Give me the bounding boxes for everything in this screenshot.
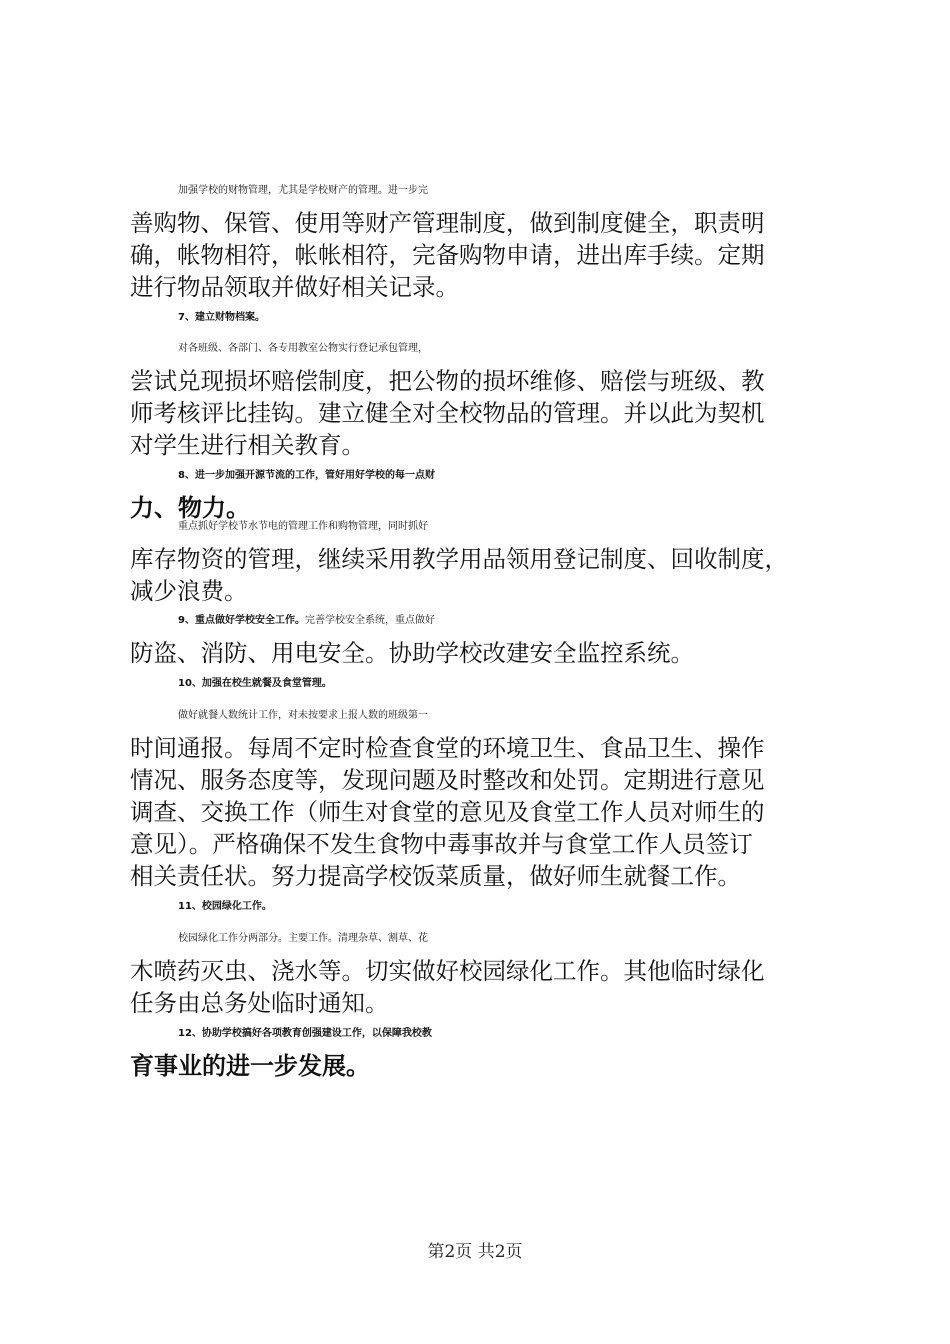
paragraph-line: 做好就餐人数统计工作，对未按要求上报人数的班级第一 [178, 710, 428, 721]
paragraph-line: 情况、服务态度等，发现问题及时整改和处罚。定期进行意见 [130, 766, 765, 794]
paragraph-line: 重点抓好学校节水节电的管理工作和购物管理，同时抓好 [178, 521, 428, 532]
section-heading: 力、物力。 [130, 494, 250, 522]
page-footer: 第2页 共2页 [427, 1242, 523, 1262]
paragraph-line: 尝试兑现损坏赔偿制度，把公物的损坏维修、赔偿与班级、教 [130, 367, 765, 395]
paragraph-line: 减少浪费。 [130, 577, 248, 605]
paragraph-line: 意见）。严格确保不发生食物中毒事故并与食堂工作人员签订 [130, 830, 753, 858]
paragraph-line: 对学生进行相关教育。 [130, 431, 365, 459]
section-line [178, 606, 878, 636]
paragraph-line: 对各班级、各部门、各专用教室公物实行登记承包管理， [178, 343, 428, 354]
section-heading: 育事业的进一步发展。 [130, 1052, 370, 1080]
section-heading: 10、加强在校生就餐及食堂管理。 [178, 678, 332, 689]
section-heading: 7、建立财物档案。 [178, 312, 265, 323]
paragraph-line: 善购物、保管、使用等财产管理制度，做到制度健全，职责明 [130, 209, 765, 237]
paragraph-line: 木喷药灭虫、浇水等。切实做好校园绿化工作。其他临时绿化 [130, 957, 765, 985]
paragraph-line: 师考核评比挂钩。建立健全对全校物品的管理。并以此为契机 [130, 399, 765, 427]
paragraph-line: 任务由总务处临时通知。 [130, 989, 389, 1017]
paragraph-line: 相关责任状。努力提高学校饭菜质量，做好师生就餐工作。 [130, 862, 741, 890]
paragraph-line: 时间通报。每周不定时检查食堂的环境卫生、食品卫生、操作 [130, 734, 765, 762]
paragraph-line: 调查、交换工作（师生对食堂的意见及食堂工作人员对师生的 [130, 798, 765, 826]
section-heading: 9、重点做好学校安全工作。 [178, 615, 305, 626]
paragraph-text: 完善学校安全系统，重点做好 [304, 615, 435, 626]
section-heading: 11、校园绿化工作。 [178, 901, 272, 912]
paragraph-line: 确，帐物相符，帐帐相符，完备购物申请，进出库手续。定期 [130, 241, 765, 269]
paragraph-line: 库存物资的管理，继续采用教学用品领用登记制度、回收制度， [130, 545, 788, 573]
section-heading: 12、协助学校搞好各项教育创强建设工作，以保障我校教 [178, 1028, 432, 1039]
paragraph-line: 防盗、消防、用电安全。协助学校改建安全监控系统。 [130, 639, 694, 667]
paragraph-line: 校园绿化工作分两部分。主要工作。清理杂草、割草、花 [178, 933, 428, 944]
paragraph-line: 进行物品领取并做好相关记录。 [130, 273, 459, 301]
paragraph-line: 加强学校的财物管理，尤其是学校财产的管理。进一步完 [178, 185, 428, 196]
section-heading: 8、进一步加强开源节流的工作，管好用好学校的每一点财 [178, 470, 435, 481]
